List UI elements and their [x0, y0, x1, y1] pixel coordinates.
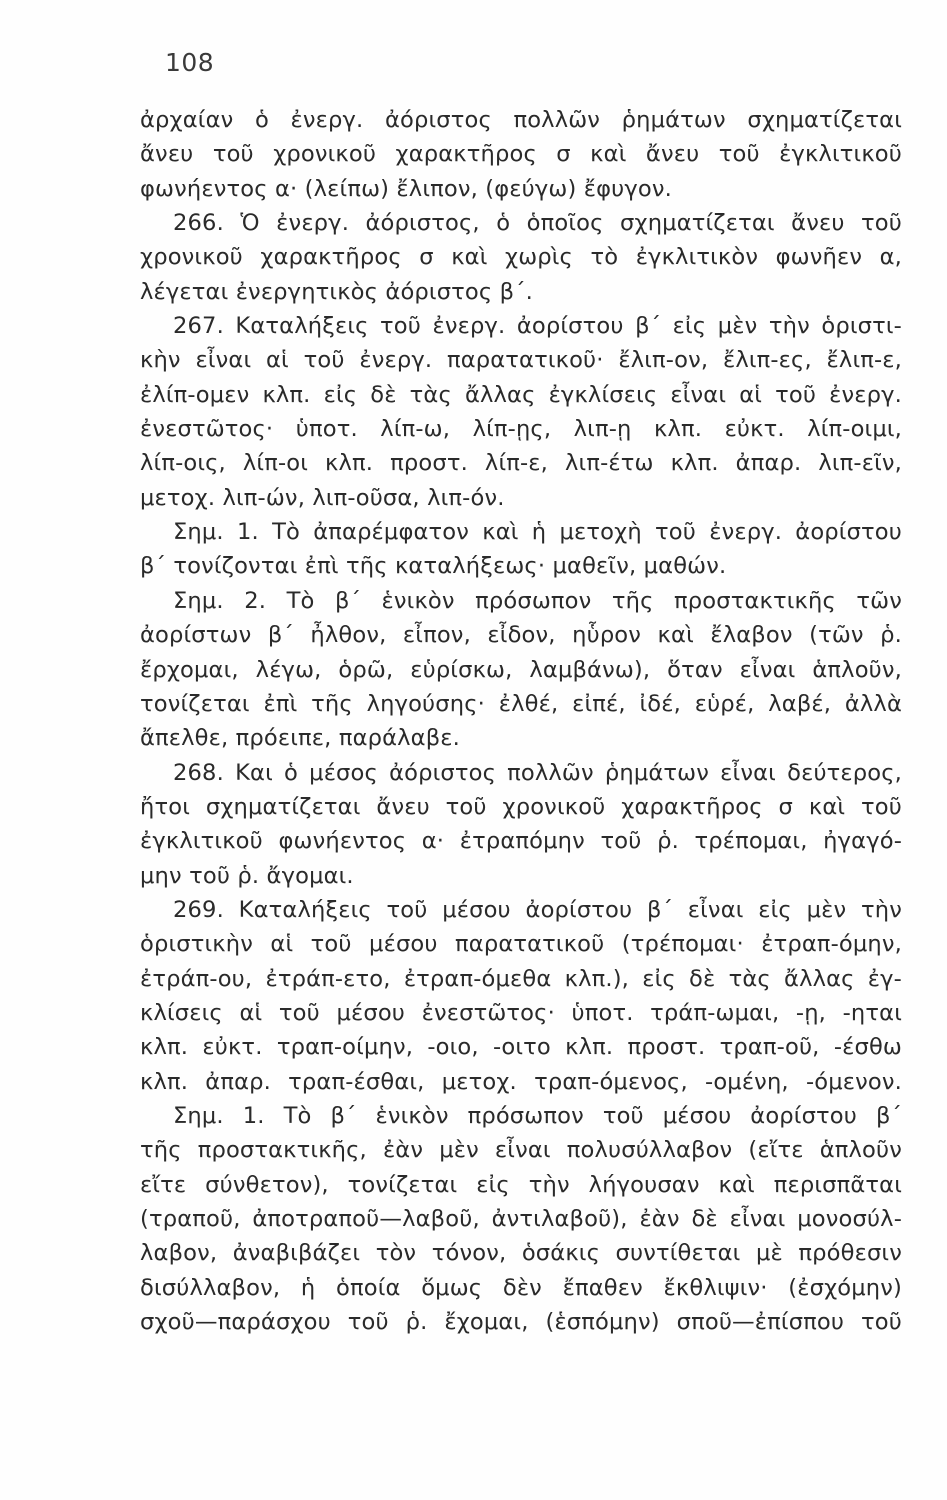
text-line: ὁριστικὴν αἱ τοῦ μέσου παρατατικοῦ (τρέπομαι· ἐτραπ-όμην,: [140, 931, 902, 958]
text-line: μετοχ. λιπ-ών, λιπ-οῦσα, λιπ-όν.: [140, 484, 505, 511]
text-line: τονίζεται ἐπὶ τῆς ληγούσης· ἐλθέ, εἰπέ, ἰδέ, εὑρέ, λαβέ, ἀλλὰ: [140, 690, 902, 717]
text-line: κλπ. εὐκτ. τραπ-οίμην, -οιο, -οιτο κλπ. προστ. τραπ-οῦ, -έσθω: [140, 1034, 902, 1061]
paragraph-267-start: 267. Καταλήξεις τοῦ ἐνεργ. ἀορίστου β΄ εἰς μὲν τὴν ὁριστι-: [173, 313, 902, 340]
text-line: ἐνεστῶτος· ὑποτ. λίπ-ω, λίπ-ῃς, λιπ-ῃ κλπ. εὐκτ. λίπ-οιμι,: [140, 416, 902, 443]
text-line: (τραποῦ, ἀποτραποῦ—λαβοῦ, ἀντιλαβοῦ), ἐὰν δὲ εἶναι μονοσύλ-: [140, 1206, 902, 1232]
text-line: β΄ τονίζονται ἐπὶ τῆς καταλήξεως· μαθεῖν, μαθών.: [140, 553, 727, 580]
text-line: λέγεται ἐνεργητικὸς ἀόριστος β΄.: [140, 278, 533, 305]
text-line: κὴν εἶναι αἱ τοῦ ἐνεργ. παρατατικοῦ· ἔλιπ-ον, ἔλιπ-ες, ἔλιπ-ε,: [140, 347, 902, 374]
note-1-middle-aorist-start: Σημ. 1. Τὸ β΄ ἑνικὸν πρόσωπον τοῦ μέσου ἀορίστου β΄: [173, 1102, 902, 1129]
text-line: φωνήεντος α· (λείπω) ἔλιπον, (φεύγω) ἔφυγον.: [140, 175, 673, 202]
text-line: ἐγκλιτικοῦ φωνήεντος α· ἐτραπόμην τοῦ ῥ. τρέπομαι, ἠγαγό-: [140, 828, 902, 855]
text-line: ἔρχομαι, λέγω, ὁρῶ, εὑρίσκω, λαμβάνω), ὅταν εἶναι ἁπλοῦν,: [140, 656, 902, 683]
text-line: ἤτοι σχηματίζεται ἄνευ τοῦ χρονικοῦ χαρακτῆρος σ καὶ τοῦ: [140, 793, 902, 820]
text-line: μην τοῦ ῥ. ἄγομαι.: [140, 862, 354, 889]
page-number: 108: [165, 48, 215, 77]
note-1-start: Σημ. 1. Τὸ ἀπαρέμφατον καὶ ἡ μετοχὴ τοῦ ἐνεργ. ἀορίστου: [173, 519, 902, 546]
text-line: ἄπελθε, πρόειπε, παράλαβε.: [140, 725, 460, 752]
body-text: [140, 103, 902, 1339]
paragraph-268-start: 268. Και ὁ μέσος ἀόριστος πολλῶν ῥημάτων εἶναι δεύτερος,: [173, 759, 902, 786]
text-line: λίπ-οις, λίπ-οι κλπ. προστ. λίπ-ε, λιπ-έτω κλπ. ἀπαρ. λιπ-εῖν,: [140, 450, 902, 477]
text-line: κλίσεις αἱ τοῦ μέσου ἐνεστῶτος· ὑποτ. τράπ-ωμαι, -ῃ, -ηται: [140, 999, 902, 1026]
note-2-start: Σημ. 2. Τὸ β΄ ἑνικὸν πρόσωπον τῆς προστακτικῆς τῶν: [173, 587, 902, 614]
text-line: ἀορίστων β΄ ἦλθον, εἶπον, εἶδον, ηὗρον καὶ ἔλαβον (τῶν ῥ.: [140, 622, 902, 649]
text-line: σχοῦ—παράσχου τοῦ ῥ. ἔχομαι, (ἑσπόμην) σποῦ—ἐπίσπου τοῦ: [140, 1309, 902, 1336]
text-line: δισύλλαβον, ἡ ὁποία ὅμως δὲν ἔπαθεν ἔκθλιψιν· (ἐσχόμην): [140, 1274, 902, 1301]
paragraph-266-start: 266. Ὁ ἐνεργ. ἀόριστος, ὁ ὁποῖος σχηματίζεται ἄνευ τοῦ: [173, 210, 902, 237]
text-line: χρονικοῦ χαρακτῆρος σ καὶ χωρὶς τὸ ἐγκλιτικὸν φωνῆεν α,: [140, 244, 902, 271]
text-line: λαβον, ἀναβιβάζει τὸν τόνον, ὁσάκις συντίθεται μὲ πρόθεσιν: [140, 1240, 902, 1267]
text-line: κλπ. ἀπαρ. τραπ-έσθαι, μετοχ. τραπ-όμενος, -ομένη, -όμενον.: [140, 1068, 902, 1095]
text-line: εἴτε σύνθετον), τονίζεται εἰς τὴν λήγουσαν καὶ περισπᾶται: [140, 1171, 902, 1198]
text-line: ἀρχαίαν ὁ ἐνεργ. ἀόριστος πολλῶν ῥημάτων σχηματίζεται: [140, 107, 902, 133]
text-line: ἐτράπ-ου, ἐτράπ-ετο, ἐτραπ-όμεθα κλπ.), εἰς δὲ τὰς ἄλλας ἐγ-: [140, 965, 902, 992]
text-line: ἄνευ τοῦ χρονικοῦ χαρακτῆρος σ καὶ ἄνευ τοῦ ἐγκλιτικοῦ: [140, 141, 902, 168]
text-line: τῆς προστακτικῆς, ἐὰν μὲν εἶναι πολυσύλλαβον (εἴτε ἁπλοῦν: [140, 1137, 902, 1164]
text-line: ἐλίπ-ομεν κλπ. εἰς δὲ τὰς ἄλλας ἐγκλίσεις εἶναι αἱ τοῦ ἐνεργ.: [140, 381, 902, 408]
paragraph-269-start: 269. Καταλήξεις τοῦ μέσου ἀορίστου β΄ εἶναι εἰς μὲν τὴν: [173, 896, 902, 923]
